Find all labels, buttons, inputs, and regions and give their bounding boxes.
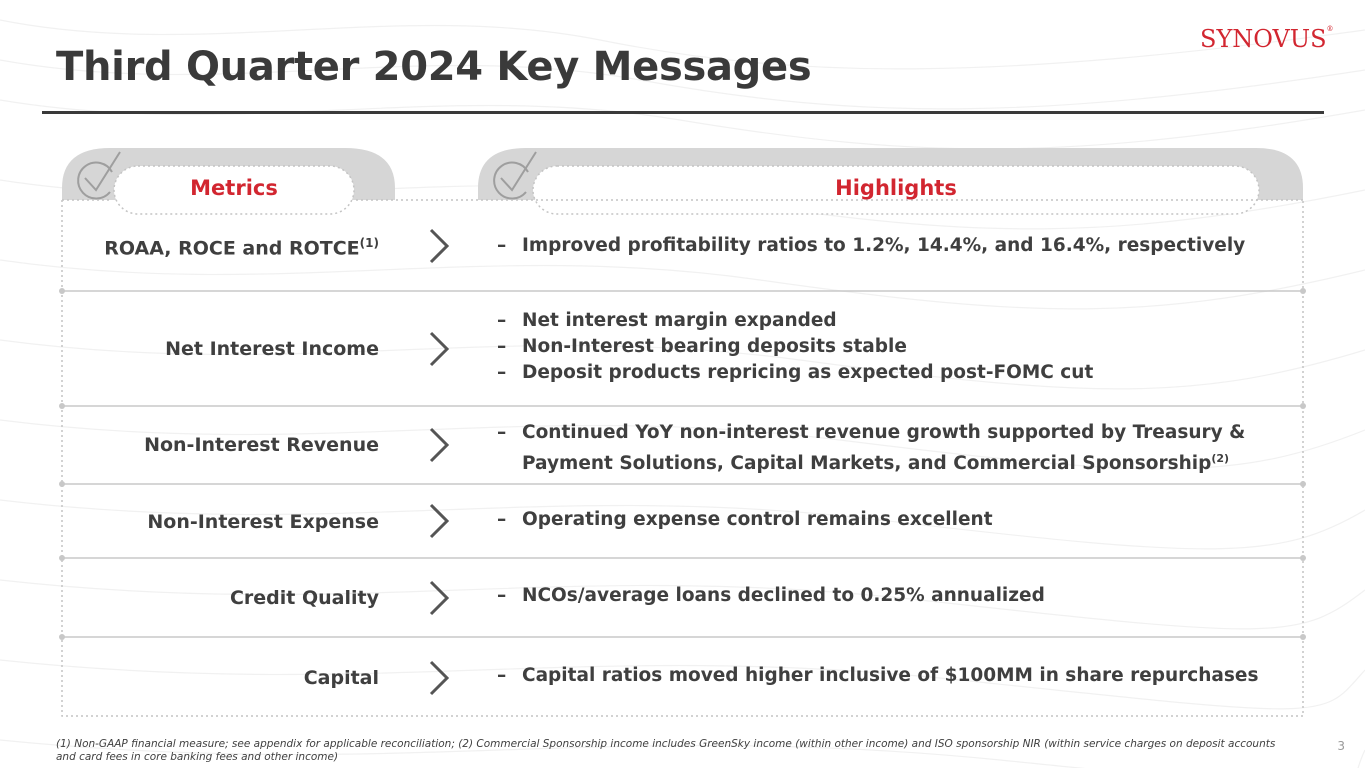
highlight-block bbox=[497, 507, 1287, 533]
footnote: (1) Non-GAAP financial measure; see appendix for applicable reconciliation; (2) Commercial Sponsorship income includes GreenSky income (within other income) and ISO sponsorship NIR (within service charges on deposit accounts and card fees in core banking fees and other income) bbox=[56, 738, 1276, 763]
metric-label: Credit Quality bbox=[229, 587, 379, 609]
highlight-block bbox=[497, 583, 1287, 609]
metric-label: Non-Interest Revenue bbox=[144, 434, 379, 456]
chevron-right-icon bbox=[428, 228, 450, 264]
highlights-header: Highlights bbox=[835, 176, 957, 200]
highlight-item: – Non-Interest bearing deposits stable bbox=[497, 336, 907, 357]
highlight-item: – NCOs/average loans declined to 0.25% annualized bbox=[497, 585, 1045, 606]
page-number: 3 bbox=[1337, 739, 1345, 753]
highlight-item: – Deposit products repricing as expected post-FOMC cut bbox=[497, 362, 1094, 383]
highlight-item: – Capital ratios moved higher inclusive of $100MM in share repurchases bbox=[497, 665, 1259, 686]
highlight-block bbox=[497, 663, 1287, 689]
metric-label: Non-Interest Expense bbox=[147, 511, 379, 533]
highlight-block bbox=[497, 233, 1287, 259]
metric-label: ROAA, ROCE and ROTCE$^{(1)}$ bbox=[104, 236, 379, 260]
highlight-item: – Improved profitability ratios to 1.2%, 14.4%, and 16.4%, respectively bbox=[497, 235, 1246, 256]
highlight-item: – Net interest margin expanded bbox=[497, 310, 837, 331]
highlight-block bbox=[497, 308, 1287, 386]
highlight-block bbox=[497, 420, 1287, 477]
chevron-right-icon bbox=[428, 503, 450, 539]
chevron-right-icon bbox=[428, 427, 450, 463]
page-title: Third Quarter 2024 Key Messages bbox=[56, 44, 812, 90]
metric-label: Net Interest Income bbox=[165, 338, 379, 360]
chevron-right-icon bbox=[428, 580, 450, 616]
synovus-logo: SYNOVUS® bbox=[1200, 25, 1334, 53]
highlight-item: – Continued YoY non-interest revenue growth supported by Treasury & Payment Solutions, Capital Markets, and Commercial Sponsorship$^{(2)}$ bbox=[497, 422, 1246, 475]
chevron-right-icon bbox=[428, 660, 450, 696]
metrics-header: Metrics bbox=[190, 176, 278, 200]
chevron-right-icon bbox=[428, 331, 450, 367]
highlight-item: – Operating expense control remains excellent bbox=[497, 509, 993, 530]
metric-label: Capital bbox=[303, 667, 379, 689]
